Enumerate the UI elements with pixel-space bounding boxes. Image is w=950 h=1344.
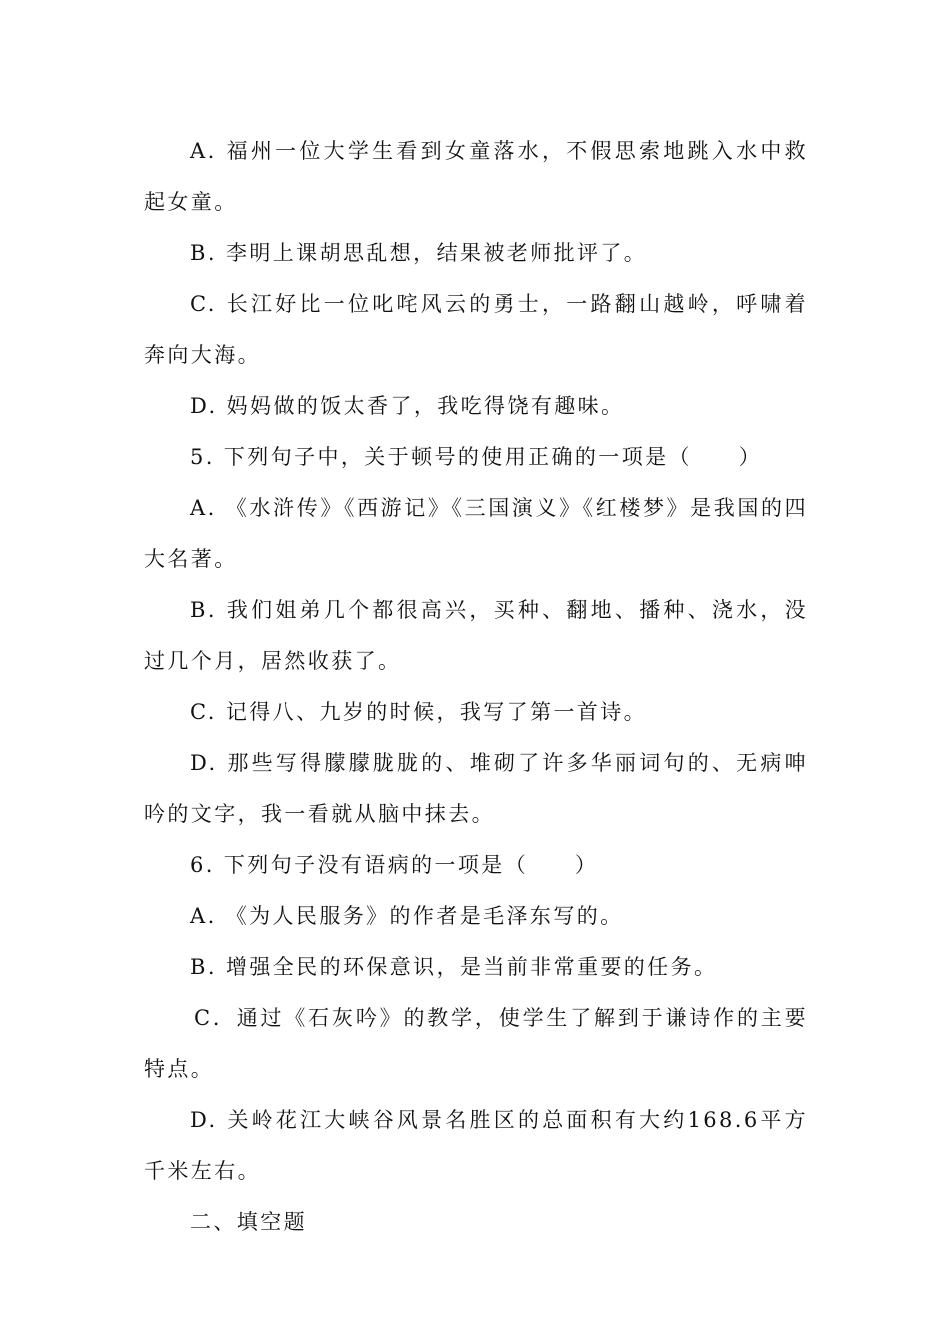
paragraph-text: C. 长江好比一位叱咤风云的勇士，一路翻山越岭，呼啸着奔向大海。 [144, 292, 808, 367]
paragraph-text: A. 福州一位大学生看到女童落水，不假思索地跳入水中救起女童。 [144, 139, 808, 214]
option-d-q6 [144, 1095, 808, 1197]
option-d-q5 [144, 738, 808, 840]
paragraph-text: B. 李明上课胡思乱想，结果被老师批评了。 [190, 241, 648, 265]
option-a-q4 [144, 126, 808, 228]
heading-text: 二、填空题 [190, 1210, 307, 1234]
paragraph-text: D. 那些写得朦朦胧胧的、堆砌了许多华丽词句的、无病呻吟的文字，我一看就从脑中抹去。 [144, 751, 808, 826]
option-b-q6 [144, 942, 808, 993]
option-c-q6 [144, 993, 808, 1095]
paragraph-text: C. 记得八、九岁的时候，我写了第一首诗。 [190, 700, 648, 724]
paragraph-text: B. 我们姐弟几个都很高兴，买种、翻地、播种、浇水，没过几个月，居然收获了。 [144, 598, 808, 673]
document-body [144, 126, 808, 1248]
option-b-q5 [144, 585, 808, 687]
option-d-q4 [144, 381, 808, 432]
paragraph-text: C．通过《石灰吟》的教学，使学生了解到于谦诗作的主要特点。 [144, 1006, 808, 1081]
question-6 [144, 840, 808, 891]
option-c-q5 [144, 687, 808, 738]
question-text: 5. 下列句子中，关于顿号的使用正确的一项是（ ） [190, 445, 763, 469]
option-a-q6 [144, 891, 808, 942]
paragraph-text: A. 《水浒传》《西游记》《三国演义》《红楼梦》是我国的四大名著。 [144, 496, 808, 571]
option-b-q4 [144, 228, 808, 279]
paragraph-text: D. 妈妈做的饭太香了，我吃得饶有趣味。 [190, 394, 625, 418]
paragraph-text: A. 《为人民服务》的作者是毛泽东写的。 [190, 904, 624, 928]
paragraph-text: B. 增强全民的环保意识，是当前非常重要的任务。 [190, 955, 718, 979]
option-a-q5 [144, 483, 808, 585]
paragraph-text: D. 关岭花江大峡谷风景名胜区的总面积有大约168.6平方千米左右。 [144, 1108, 808, 1183]
question-5 [144, 432, 808, 483]
option-c-q4 [144, 279, 808, 381]
section-heading [144, 1197, 808, 1248]
question-text: 6. 下列句子没有语病的一项是（ ） [190, 853, 599, 877]
